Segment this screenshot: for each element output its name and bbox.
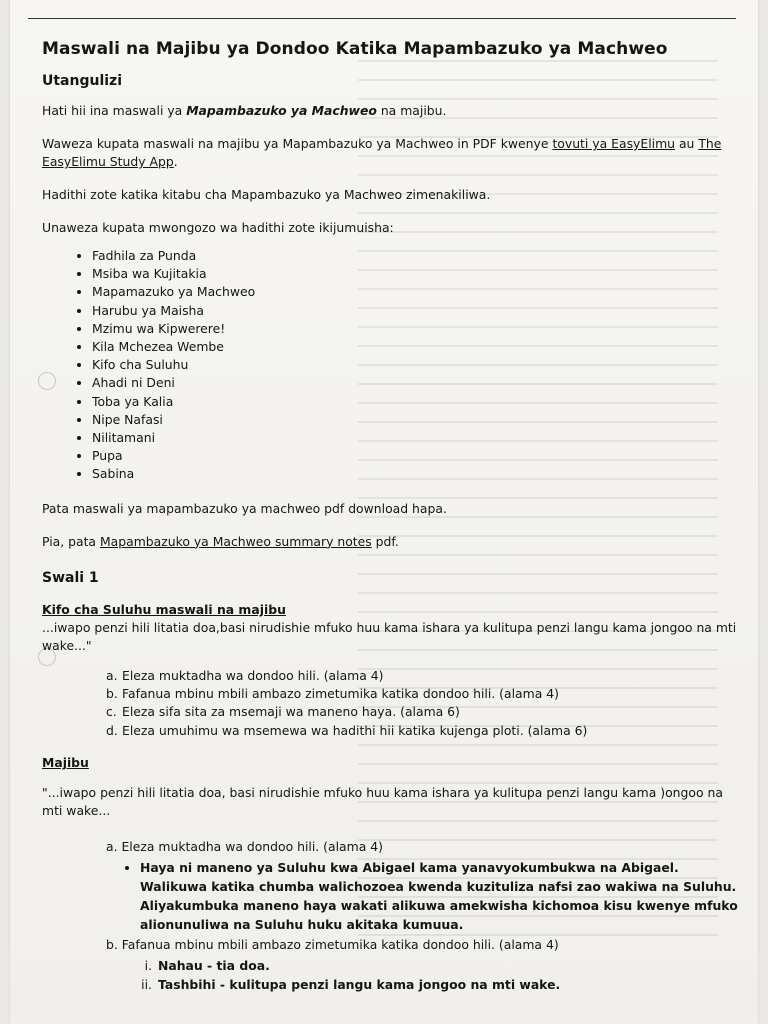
question-quote: ...iwapo penzi hili litatia doa,basi nirudishie mfuko huu kama ishara ya kulitupa penzi langu kama jongoo na mti wake..." — [42, 619, 737, 653]
download-paragraph: Pata maswali ya mapambazuko ya machweo pdf download hapa. — [42, 500, 447, 516]
story-list-item: • Kila Mchezea Wembe — [92, 338, 742, 356]
majibu-heading: Majibu — [42, 755, 89, 771]
intro-heading: Utangulizi — [42, 73, 123, 89]
story-list-item: • Kifo cha Suluhu — [92, 356, 742, 374]
question-label: d. — [106, 722, 118, 738]
story-list-item: • Sabina — [92, 465, 742, 483]
story-list-item: • Toba ya Kalia — [92, 393, 742, 411]
question-item — [106, 667, 742, 685]
intro-paragraph-3: Hadithi zote katika kitabu cha Mapambazuko ya Machweo zimenakiliwa. — [42, 187, 491, 202]
answer-b-label: ii. — [141, 977, 152, 993]
answer-a-heading: a. Eleza muktadha wa dondoo hili. (alama 4) — [106, 839, 383, 855]
summary-paragraph: Pia, pata Mapambazuko ya Machweo summary notes pdf. — [42, 533, 399, 549]
question-text: Eleza muktadha wa dondoo hili. (alama 4) — [122, 667, 384, 683]
answer-b-label: i. — [144, 958, 152, 974]
question-text: Eleza umuhimu wa msemewa wa hadithi hii katika kujenga ploti. (alama 6) — [122, 722, 588, 738]
story-list-item: • Harubu ya Maisha — [92, 302, 742, 320]
questions-list — [42, 667, 742, 741]
intro-paragraph-2: Waweza kupata maswali na majibu ya Mapambazuko ya Machweo in PDF kwenye tovuti ya EasyElimu au The EasyElimu Study App. — [42, 136, 722, 169]
intro-paragraph-4: Unaweza kupata mwongozo wa hadithi zote ikijumuisha: — [42, 220, 394, 235]
story-list-item: • Msiba wa Kujitakia — [92, 265, 742, 283]
question-item — [106, 722, 742, 740]
document-page — [10, 0, 758, 1024]
answer-point: • Haya ni maneno ya Suluhu kwa Abigael kama yanavyokumbukwa na Abigael. Walikuwa katika chumba walichozoea kwenda kuzituliza nafsi zao wakiwa na Suluhu. Aliyakumbuka maneno haya wakati alikuwa amekwisha kichomoa kisu kwenye mfuko alionunuliwa na Suluhu huku akitaka kumuua. — [140, 858, 742, 934]
story-list-item: • Fadhila za Punda — [92, 247, 742, 265]
book-title: Mapambazuko ya Machweo — [186, 103, 377, 118]
intro-paragraph-1: Hati hii ina maswali ya Mapambazuko ya Machweo na majibu. — [42, 103, 447, 118]
question-label: a. — [106, 667, 118, 683]
stories-list — [42, 247, 742, 484]
answer-quote: "...iwapo penzi hili litatia doa, basi nirudishie mfuko huu kama ishara ya kulitupa penzi langu kama )ongoo na mti wake... — [42, 785, 723, 819]
top-rule — [28, 18, 736, 19]
question-item — [106, 703, 742, 721]
document-title: Maswali na Majibu ya Dondoo Katika Mapambazuko ya Machweo — [42, 39, 668, 59]
story-list-item: • Pupa — [92, 447, 742, 465]
story-list-item: • Ahadi ni Deni — [92, 374, 742, 392]
answer-b-text: Tashbihi - kulitupa penzi langu kama jongoo na mti wake. — [158, 977, 561, 993]
question-label: b. — [106, 686, 118, 702]
easyelimu-app-link[interactable]: The EasyElimu Study App — [42, 136, 722, 169]
answer-b-item — [130, 975, 742, 994]
answer-b-text: Nahau - tia doa. — [158, 958, 270, 974]
answer-b-item — [130, 956, 742, 975]
story-title: Kifo cha Suluhu maswali na majibu — [42, 601, 286, 617]
swali-heading: Swali 1 — [42, 569, 99, 586]
story-list-item: • Nilitamani — [92, 429, 742, 447]
easyelimu-website-link[interactable]: tovuti ya EasyElimu — [552, 136, 676, 151]
story-list-item: • Mapamazuko ya Machweo — [92, 283, 742, 301]
answer-a-points — [42, 858, 742, 934]
question-text: Fafanua mbinu mbili ambazo zimetumika katika dondoo hili. (alama 4) — [122, 686, 559, 702]
question-item — [106, 685, 742, 703]
question-text: Eleza sifa sita za msemaji wa maneno haya. (alama 6) — [122, 704, 460, 720]
summary-notes-link[interactable]: Mapambazuko ya Machweo summary notes — [99, 533, 372, 549]
answer-b-heading: b. Fafanua mbinu mbili ambazo zimetumika katika dondoo hili. (alama 4) — [106, 937, 559, 953]
story-list-item: • Nipe Nafasi — [92, 411, 742, 429]
story-list-item: • Mzimu wa Kipwerere! — [92, 320, 742, 338]
answer-b-points — [42, 956, 742, 994]
question-label: c. — [106, 704, 117, 720]
document-content — [42, 40, 742, 994]
